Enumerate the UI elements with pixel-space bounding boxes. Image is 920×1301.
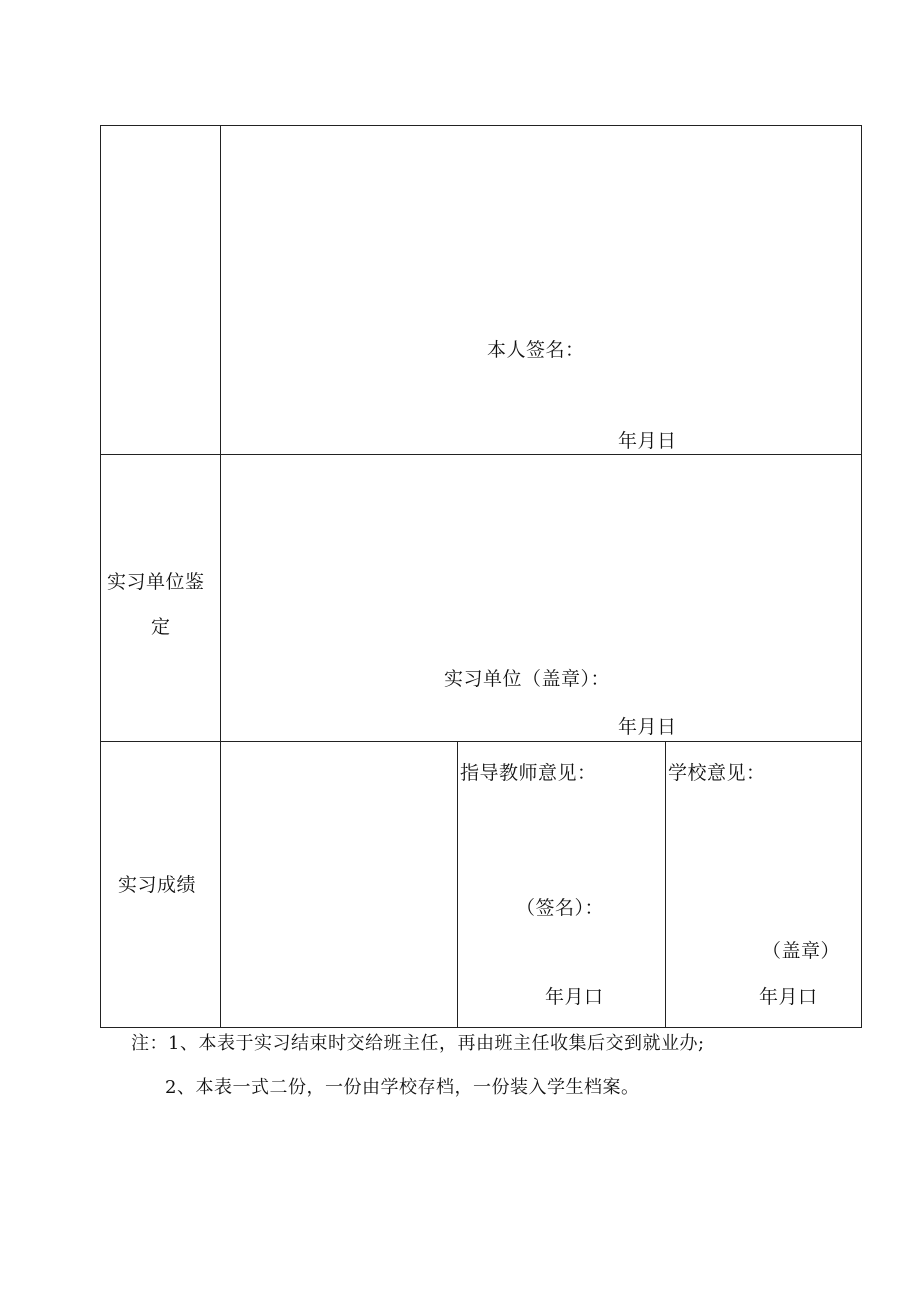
row-divider-1 (100, 454, 862, 455)
advisor-signature-label: （签名）： (516, 897, 605, 919)
school-date-label: 年月口 (759, 986, 818, 1008)
table-border-top (100, 125, 862, 126)
internship-unit-date-label: 年月日 (618, 716, 677, 738)
grade-column-divider-1 (457, 741, 458, 1028)
advisor-date-label: 年月口 (545, 986, 604, 1008)
advisor-opinion-label: 指导教师意见： (460, 762, 597, 784)
row-divider-2 (100, 741, 862, 742)
table-border-right (861, 125, 862, 1028)
table-border-bottom (100, 1027, 862, 1028)
internship-unit-row-label-line2: 定 (151, 616, 171, 638)
table-border-left (100, 125, 101, 1028)
grade-column-divider-2 (665, 741, 666, 1028)
internship-unit-seal-label: 实习单位（盖章）： (444, 668, 611, 690)
grade-row-label: 实习成绩 (118, 874, 197, 896)
note-line-1: 注：1、本表于实习结束时交给班主任，再由班主任收集后交到就业办; (131, 1033, 705, 1054)
label-column-divider (220, 125, 221, 1028)
self-signature-label: 本人签名： (487, 339, 585, 361)
school-seal-label: （盖章） (762, 940, 841, 962)
self-date-label: 年月日 (618, 430, 677, 452)
note-line-2: 2、本表一式二份，一份由学校存档，一份装入学生档案。 (165, 1077, 640, 1098)
school-opinion-label: 学校意见： (668, 762, 766, 784)
internship-unit-row-label-line1: 实习单位鉴 (107, 571, 205, 593)
